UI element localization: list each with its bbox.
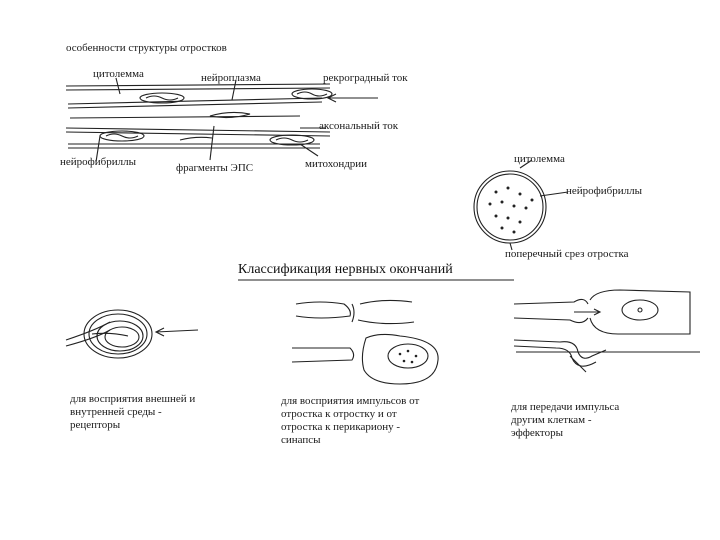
label-cross-cytolemma: цитолемма xyxy=(514,153,565,165)
label-axonal-flow: аксональный ток xyxy=(319,120,399,132)
label-retrograde-flow: рекроградный ток xyxy=(323,72,408,84)
effector-ending xyxy=(514,290,700,372)
caption-receptors: для восприятия внешней и внутренней среды - рецепторы xyxy=(70,393,196,431)
label-mitochondria: митохондрии xyxy=(305,158,368,170)
cross-section-dots xyxy=(489,187,534,234)
caption-synapses: для восприятия импульсов от отростка к отростку и от отростка к перикариону - синапсы xyxy=(281,395,420,446)
label-cross-neurofibrils: нейрофибриллы xyxy=(566,185,643,197)
caption-effectors: для передачи импульса другим клеткам - эффекторы xyxy=(511,401,620,439)
cross-section-circle xyxy=(474,160,568,250)
leader-lines xyxy=(96,78,318,162)
label-cytolemma: цитолемма xyxy=(93,68,144,80)
label-neurofibrils: нейрофибриллы xyxy=(60,156,137,168)
label-er-fragments: фрагменты ЭПС xyxy=(176,162,254,174)
synapse-axo-axonal xyxy=(296,300,414,323)
receptor-ending xyxy=(66,310,198,358)
heading-structure: особенности структуры отростков xyxy=(66,42,227,54)
label-cross-section: поперечный срез отростка xyxy=(505,248,629,260)
label-neuroplasm: нейроплазма xyxy=(201,72,261,84)
classification-title: Классификация нервных окончаний xyxy=(238,262,453,277)
process-longitudinal xyxy=(66,84,330,148)
synapse-axo-somatic xyxy=(292,334,438,384)
